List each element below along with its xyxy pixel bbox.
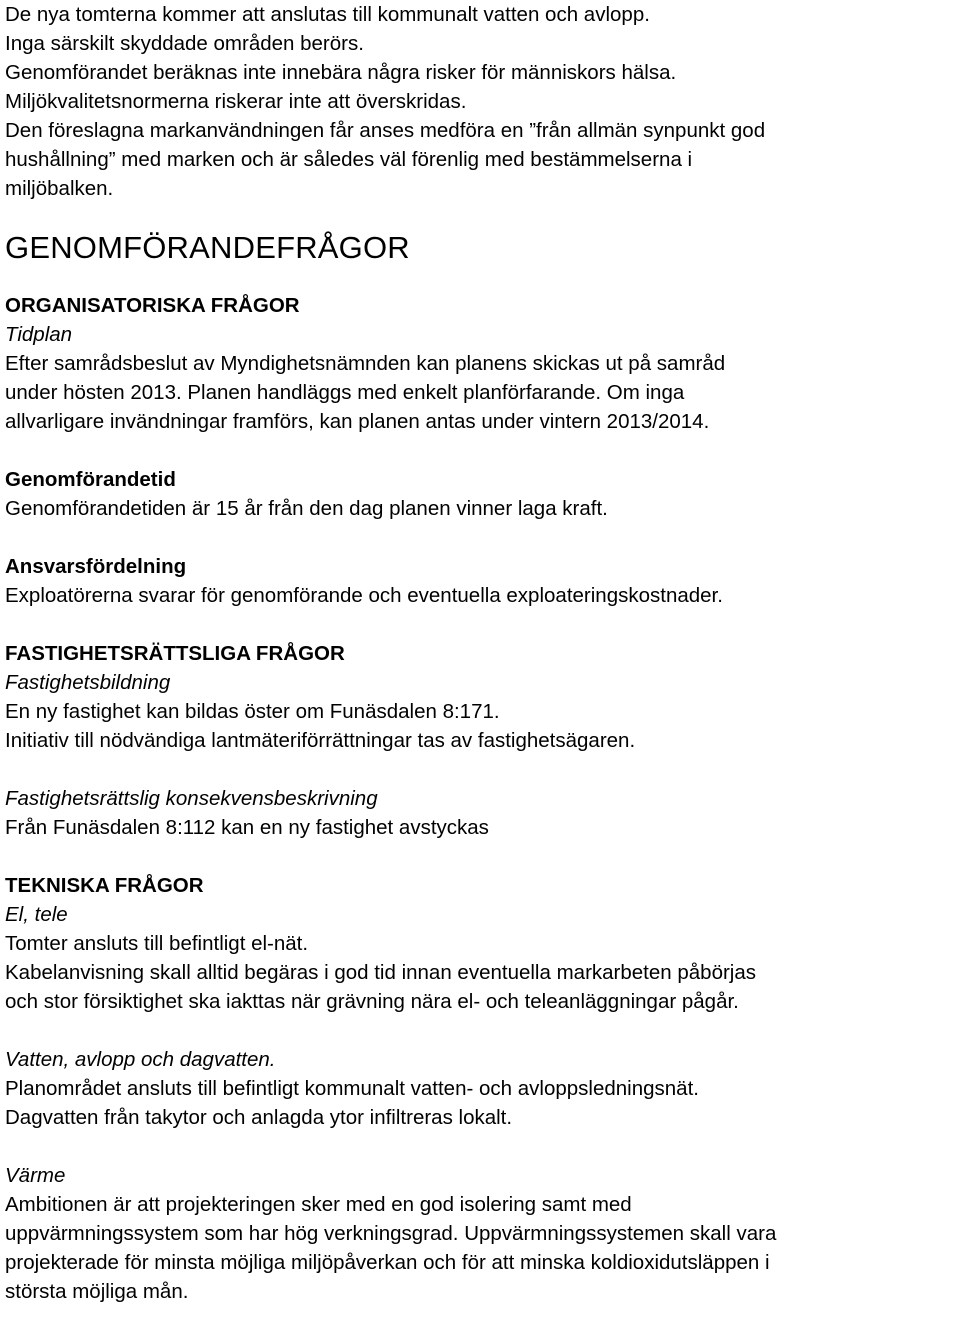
body-line: under hösten 2013. Planen handläggs med enkelt planförfarande. Om inga (5, 381, 685, 404)
body-line: projekterade för minsta möjliga miljöpåverkan och för att minska koldioxidutsläppen i (5, 1251, 770, 1274)
subsection-title-tidplan: Tidplan (5, 323, 73, 346)
subsection-title-el-tele: El, tele (5, 903, 68, 926)
body-line: Exploatörerna svarar för genomförande och eventuella exploateringskostnader. (5, 584, 723, 607)
body-line: Genomförandetiden är 15 år från den dag planen vinner laga kraft. (5, 497, 608, 520)
body-line: Dagvatten från takytor och anlagda ytor infiltreras lokalt. (5, 1106, 513, 1129)
subsection-title-varme: Värme (5, 1164, 66, 1187)
section-heading: ORGANISATORISKA FRÅGOR (5, 294, 300, 317)
subsection-title-fastighetsbildning: Fastighetsbildning (5, 671, 171, 694)
body-line: Efter samrådsbeslut av Myndighetsnämnden kan planens skickas ut på samråd (5, 352, 726, 375)
section-tekniska (5, 871, 960, 1306)
body-line: Initiativ till nödvändiga lantmäteriförrättningar tas av fastighetsägaren. (5, 729, 636, 752)
intro-paragraph (5, 0, 960, 203)
section-fastighetsrattsliga (5, 639, 960, 842)
body-line: största möjliga mån. (5, 1280, 189, 1303)
body-line: och stor försiktighet ska iakttas när grävning nära el- och teleanläggningar pågår. (5, 990, 739, 1013)
subsection-title-vatten: Vatten, avlopp och dagvatten. (5, 1048, 276, 1071)
subsection-title-genomforandetid: Genomförandetid (5, 468, 176, 491)
body-line: Från Funäsdalen 8:112 kan en ny fastighet avstyckas (5, 816, 489, 839)
body-line: Genomförandet beräknas inte innebära några risker för människors hälsa. (5, 61, 677, 84)
section-organisatoriska (5, 291, 960, 610)
body-line: hushållning” med marken och är således väl förenlig med bestämmelserna i (5, 148, 693, 171)
body-line: Kabelanvisning skall alltid begäras i god tid innan eventuella markarbeten påbörjas (5, 961, 757, 984)
subsection-title-konsekvensbeskrivning: Fastighetsrättslig konsekvensbeskrivning (5, 787, 378, 810)
subsection-title-ansvarsfordelning: Ansvarsfördelning (5, 555, 187, 578)
body-line: allvarligare invändningar framförs, kan planen antas under vintern 2013/2014. (5, 410, 710, 433)
body-line: De nya tomterna kommer att anslutas till kommunalt vatten och avlopp. (5, 3, 650, 26)
section-heading: FASTIGHETSRÄTTSLIGA FRÅGOR (5, 642, 345, 665)
body-line: Planområdet ansluts till befintligt kommunalt vatten- och avloppsledningsnät. (5, 1077, 699, 1100)
body-line: uppvärmningssystem som har hög verkningsgrad. Uppvärmningssystemen skall vara (5, 1222, 777, 1245)
body-line: miljöbalken. (5, 177, 114, 200)
section-heading: TEKNISKA FRÅGOR (5, 874, 204, 897)
body-line: En ny fastighet kan bildas öster om Funäsdalen 8:171. (5, 700, 500, 723)
body-line: Inga särskilt skyddade områden berörs. (5, 32, 364, 55)
body-line: Tomter ansluts till befintligt el-nät. (5, 932, 309, 955)
body-line: Ambitionen är att projekteringen sker med en god isolering samt med (5, 1193, 632, 1216)
body-line: Miljökvalitetsnormerna riskerar inte att överskridas. (5, 90, 467, 113)
main-heading: GENOMFÖRANDEFRÅGOR (5, 230, 410, 265)
body-line: Den föreslagna markanvändningen får anses medföra en ”från allmän synpunkt god (5, 119, 766, 142)
